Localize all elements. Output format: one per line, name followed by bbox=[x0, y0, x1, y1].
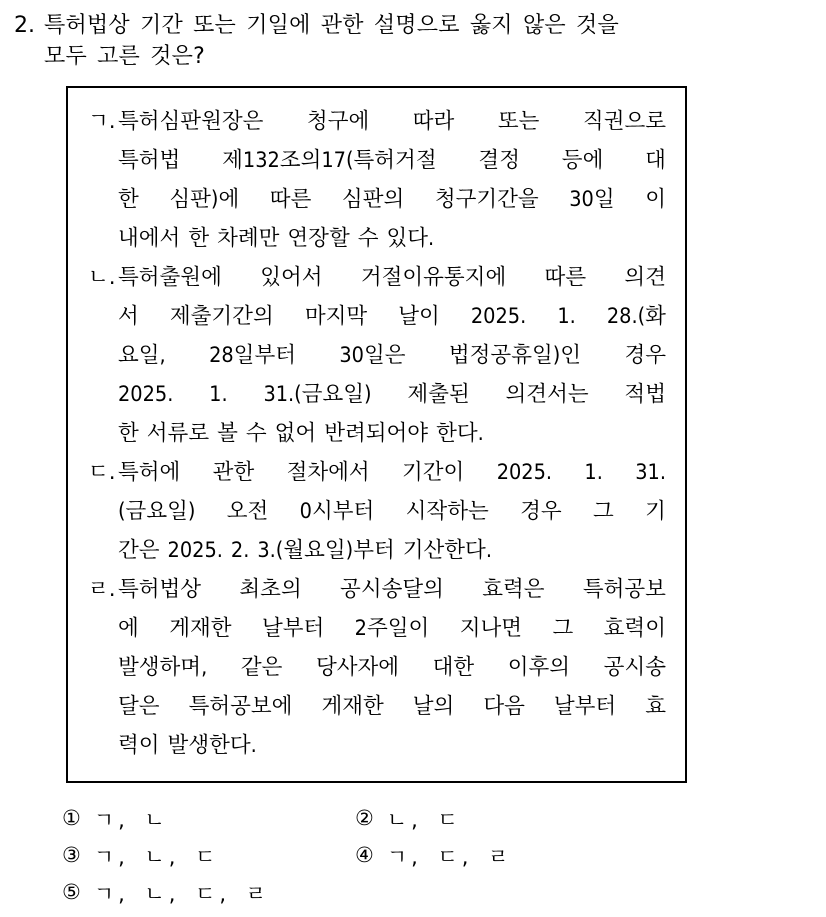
passage-word: 볼 bbox=[217, 421, 238, 446]
passage-line bbox=[118, 570, 666, 609]
passage-item-body bbox=[118, 258, 666, 453]
passage-word: 28.(화 bbox=[606, 304, 666, 329]
choice-label: ㄱ, ㄷ, ㄹ bbox=[386, 844, 513, 869]
passage-word: 특허심판원장은 bbox=[118, 109, 264, 134]
passage-word: 반려되어야 bbox=[324, 421, 429, 446]
passage-item-4 bbox=[88, 570, 666, 765]
passage-item-body bbox=[118, 453, 666, 570]
passage-word: 기산한다. bbox=[402, 538, 492, 563]
passage-word: 청구에 bbox=[306, 109, 370, 134]
passage-word: 경우 bbox=[624, 343, 666, 368]
passage-word: 특허공보 bbox=[582, 577, 666, 602]
passage-word: 차례만 bbox=[217, 226, 280, 251]
choice-marker-icon: ③ bbox=[62, 843, 81, 867]
passage-line bbox=[118, 297, 666, 336]
passage-line bbox=[118, 648, 666, 687]
choice-label: ㄱ, ㄴ, ㄷ, ㄹ bbox=[93, 881, 271, 906]
passage-word: 효력은 bbox=[482, 577, 545, 602]
passage-word: 한 bbox=[118, 187, 139, 212]
passage-word: 날의 bbox=[412, 694, 455, 719]
passage-word: 연장할 bbox=[287, 226, 350, 251]
passage-word: 관한 bbox=[212, 460, 255, 485]
passage-item-label: ㄴ. bbox=[88, 265, 116, 290]
choice-option-2[interactable] bbox=[355, 804, 655, 834]
choice-marker-icon: ① bbox=[62, 806, 81, 830]
passage-word: 2025. bbox=[470, 304, 527, 329]
passage-word: 제132조의17(특허거절 bbox=[222, 148, 437, 173]
passage-word: 날이 bbox=[398, 304, 440, 329]
passage-line bbox=[118, 726, 666, 765]
passage-word: 내에서 bbox=[118, 226, 181, 251]
passage-item-1 bbox=[88, 102, 666, 258]
passage-word: 2. bbox=[230, 538, 250, 563]
passage-word: 3.(월요일)부터 bbox=[257, 538, 395, 563]
question-stem bbox=[14, 10, 814, 72]
passage-word: 특허법상 bbox=[118, 577, 202, 602]
passage-word: 그 bbox=[593, 499, 614, 524]
passage-box bbox=[66, 86, 687, 783]
question-number: 2. bbox=[14, 13, 35, 38]
question-text bbox=[44, 10, 814, 72]
passage-word: 당사자에 bbox=[315, 655, 400, 680]
choice-marker-icon: ⑤ bbox=[62, 880, 81, 904]
passage-line bbox=[118, 609, 666, 648]
passage-line bbox=[118, 180, 666, 219]
passage-word: 대 bbox=[645, 148, 666, 173]
choice-row bbox=[62, 874, 762, 911]
passage-word: 서 bbox=[118, 304, 139, 329]
passage-word: 법정공휴일)인 bbox=[448, 343, 582, 368]
passage-line bbox=[118, 336, 666, 375]
passage-word: 심판)에 bbox=[169, 187, 240, 212]
passage-word: 의견서는 bbox=[505, 382, 589, 407]
passage-word: 기간이 bbox=[402, 460, 465, 485]
passage-line bbox=[118, 492, 666, 531]
passage-word: 그 bbox=[552, 616, 574, 641]
passage-word: 에 bbox=[118, 616, 139, 641]
passage-word: 경우 bbox=[520, 499, 562, 524]
choice-label: ㄱ, ㄴ bbox=[93, 807, 169, 832]
passage-word: 청구기간을 bbox=[434, 187, 539, 212]
passage-word: 등에 bbox=[561, 148, 604, 173]
passage-word: 심판의 bbox=[341, 187, 405, 212]
passage-line bbox=[118, 219, 666, 258]
choice-option-4[interactable] bbox=[355, 841, 655, 871]
passage-line bbox=[118, 531, 666, 570]
passage-word: 이후의 bbox=[507, 655, 571, 680]
passage-item-3 bbox=[88, 453, 666, 570]
passage-item-2 bbox=[88, 258, 666, 453]
passage-word: 대한 bbox=[432, 655, 475, 680]
passage-word: 수 bbox=[357, 226, 379, 251]
passage-word: 1. bbox=[584, 460, 603, 485]
passage-item-body bbox=[118, 102, 666, 258]
passage-word: 직권으로 bbox=[582, 109, 666, 134]
passage-word: 0시부터 bbox=[299, 499, 375, 524]
choice-marker-icon: ④ bbox=[355, 843, 374, 867]
passage-word: (금요일) bbox=[118, 499, 196, 524]
passage-word: 30일은 bbox=[339, 343, 406, 368]
passage-line bbox=[118, 375, 666, 414]
choice-marker-icon: ② bbox=[355, 806, 374, 830]
answer-choices bbox=[62, 800, 762, 911]
passage-word: 다음 bbox=[483, 694, 525, 719]
passage-word: 날부터 bbox=[261, 616, 325, 641]
choice-option-5[interactable] bbox=[62, 878, 355, 908]
passage-word: 28일부터 bbox=[209, 343, 296, 368]
passage-word: 2025. bbox=[496, 460, 553, 485]
passage-word: 이 bbox=[645, 187, 666, 212]
passage-word: 거절이유통지에 bbox=[360, 265, 507, 290]
passage-word: 요일, bbox=[118, 343, 166, 368]
passage-word: 오전 bbox=[226, 499, 269, 524]
passage-word: 달은 bbox=[118, 694, 160, 719]
passage-word: 31.(금요일) bbox=[263, 382, 372, 407]
passage-word: 발생한다. bbox=[167, 733, 257, 758]
passage-word: 최초의 bbox=[239, 577, 302, 602]
passage-word: 특허에 bbox=[118, 460, 181, 485]
passage-word: 시작하는 bbox=[405, 499, 489, 524]
passage-word: 없어 bbox=[274, 421, 317, 446]
passage-word: 적법 bbox=[624, 382, 666, 407]
passage-word: 간은 bbox=[118, 538, 160, 563]
passage-item-label: ㄷ. bbox=[88, 460, 116, 485]
passage-word: 서류로 bbox=[146, 421, 210, 446]
passage-word: 게재한 bbox=[169, 616, 232, 641]
choice-label: ㄴ, ㄷ bbox=[386, 807, 462, 832]
passage-word: 의견 bbox=[624, 265, 666, 290]
choice-label: ㄱ, ㄴ, ㄷ bbox=[93, 844, 220, 869]
choice-row bbox=[62, 837, 762, 874]
question-text-line: 모두 고른 것은? bbox=[44, 44, 205, 69]
passage-line bbox=[118, 102, 666, 141]
passage-word: 한 bbox=[188, 226, 210, 251]
passage-word: 공시송달의 bbox=[340, 577, 444, 602]
passage-line bbox=[118, 258, 666, 297]
passage-word: 마지막 bbox=[304, 304, 368, 329]
passage-word: 발생하며, bbox=[118, 655, 208, 680]
passage-word: 기 bbox=[645, 499, 666, 524]
passage-word: 2주일이 bbox=[354, 616, 430, 641]
passage-item-body bbox=[118, 570, 666, 765]
choice-row bbox=[62, 800, 762, 837]
passage-word: 한다. bbox=[436, 421, 484, 446]
passage-word: 1. bbox=[209, 382, 228, 407]
passage-line bbox=[118, 687, 666, 726]
passage-word: 지나면 bbox=[459, 616, 523, 641]
passage-word: 날부터 bbox=[553, 694, 617, 719]
passage-word: 있어서 bbox=[260, 265, 323, 290]
passage-word: 제출기간의 bbox=[169, 304, 274, 329]
passage-word: 따라 bbox=[412, 109, 455, 134]
choice-option-3[interactable] bbox=[62, 841, 355, 871]
passage-word: 제출된 bbox=[407, 382, 470, 407]
passage-word: 절차에서 bbox=[286, 460, 370, 485]
passage-word: 특허출원에 bbox=[118, 265, 222, 290]
passage-word: 특허공보에 bbox=[188, 694, 293, 719]
passage-word: 따른 bbox=[269, 187, 312, 212]
passage-word: 같은 bbox=[240, 655, 283, 680]
passage-word: 2025. bbox=[167, 538, 223, 563]
passage-word: 공시송 bbox=[603, 655, 666, 680]
passage-line bbox=[118, 414, 666, 453]
passage-word: 따른 bbox=[544, 265, 587, 290]
passage-word: 또는 bbox=[497, 109, 540, 134]
passage-word: 효 bbox=[645, 694, 666, 719]
passage-word: 31. bbox=[635, 460, 666, 485]
passage-word: 있다. bbox=[386, 226, 435, 251]
passage-word: 효력이 bbox=[603, 616, 666, 641]
passage-word: 수 bbox=[245, 421, 267, 446]
choice-option-1[interactable] bbox=[62, 804, 355, 834]
passage-item-label: ㄹ. bbox=[88, 577, 116, 602]
passage-content bbox=[88, 102, 666, 765]
passage-item-label: ㄱ. bbox=[88, 109, 116, 134]
passage-word: 게재한 bbox=[321, 694, 384, 719]
passage-line bbox=[118, 453, 666, 492]
passage-word: 결정 bbox=[478, 148, 520, 173]
passage-word: 1. bbox=[557, 304, 576, 329]
passage-word: 력이 bbox=[118, 733, 160, 758]
passage-word: 한 bbox=[118, 421, 139, 446]
passage-word: 30일 bbox=[569, 187, 615, 212]
question-text-line: 특허법상 기간 또는 기일에 관한 설명으로 옳지 않은 것을 bbox=[44, 13, 619, 38]
passage-word: 특허법 bbox=[118, 148, 181, 173]
passage-line bbox=[118, 141, 666, 180]
passage-word: 2025. bbox=[118, 382, 174, 407]
